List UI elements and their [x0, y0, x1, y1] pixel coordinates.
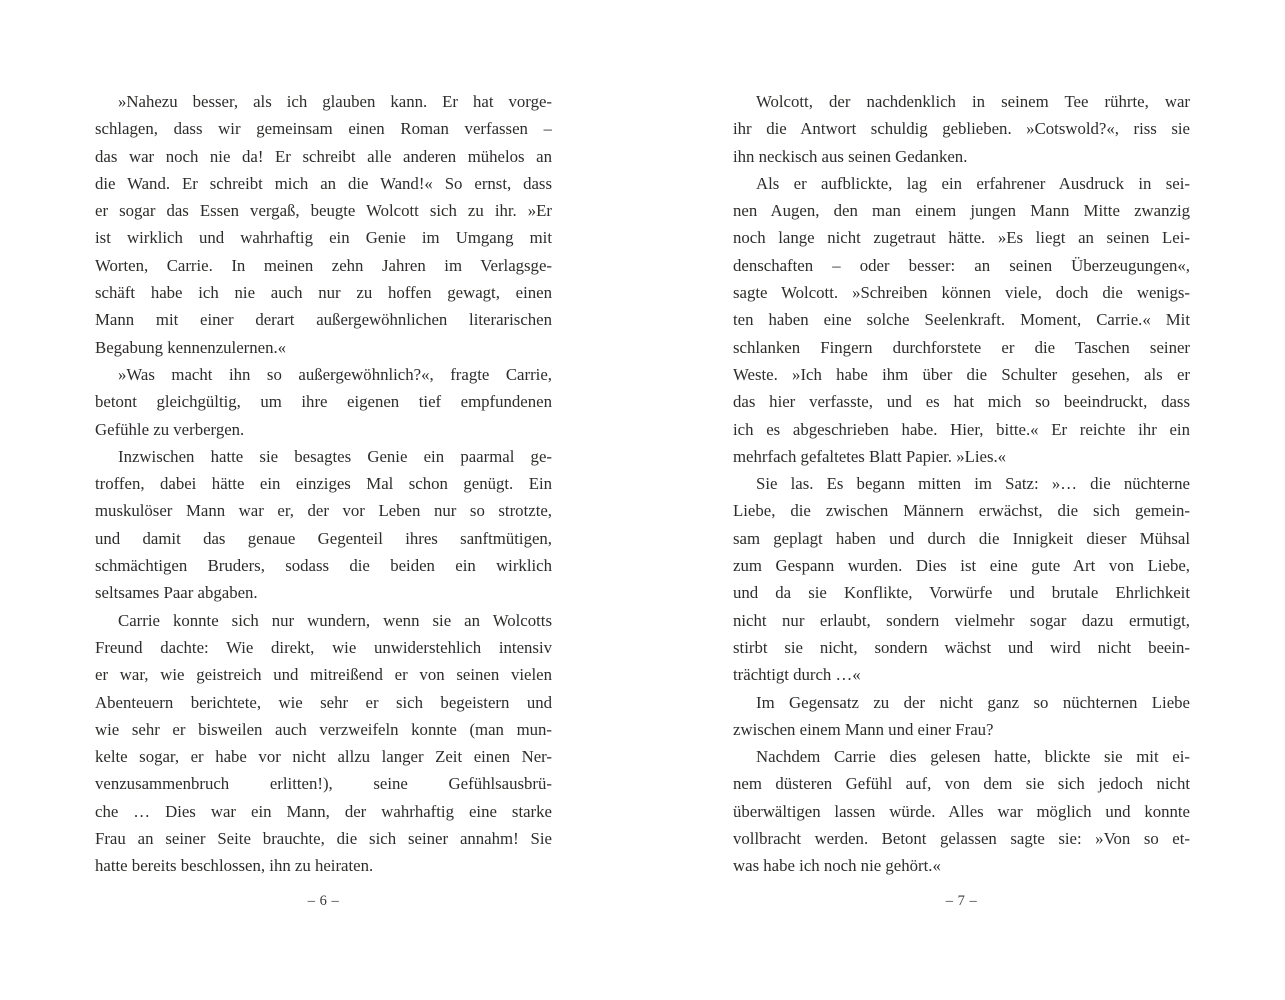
paragraph [733, 743, 1190, 879]
text-line: stirbt sie nicht, sondern wächst und wird nicht beein- [733, 637, 1190, 657]
text-line: Nachdem Carrie dies gelesen hatte, blickte sie mit ei- [756, 747, 1190, 767]
text-line: kelte sogar, er habe vor nicht allzu langer Zeit einen Ner- [95, 747, 552, 767]
text-line: schmächtigen Bruders, sodass die beiden ein wirklich [95, 556, 552, 576]
text-line: Als er aufblickte, lag ein erfahrener Ausdruck in sei- [756, 173, 1190, 193]
text-line: nicht nur erlaubt, sondern vielmehr sogar dazu ermutigt, [733, 610, 1190, 630]
text-line: ihn neckisch aus seinen Gedanken. [733, 146, 968, 166]
text-line: denschaften – oder besser: an seinen Überzeugungen«, [733, 255, 1190, 275]
text-line: Wolcott, der nachdenklich in seinem Tee rührte, war [756, 92, 1190, 111]
text-line: er sogar das Essen vergaß, beugte Wolcott sich zu ihr. »Er [95, 201, 552, 221]
text-line: Inzwischen hatte sie besagtes Genie ein paarmal ge- [118, 446, 552, 466]
text-line: Freund dachte: Wie direkt, wie unwiderstehlich intensiv [95, 637, 552, 657]
text-line: und damit das genaue Gegenteil ihres sanftmütigen, [95, 528, 552, 548]
text-line: nem düsteren Gefühl auf, von dem sie sich jedoch nicht [733, 774, 1190, 794]
text-line: Abenteuern berichtete, wie sehr er sich begeistern und [95, 692, 552, 712]
text-line: zwischen einem Mann und einer Frau? [733, 719, 994, 739]
text-line: vollbracht werden. Betont gelassen sagte sie: »Von so et- [733, 829, 1190, 849]
page-text [733, 88, 1190, 880]
text-line: sam geplagt haben und durch die Innigkeit dieser Mühsal [733, 528, 1190, 548]
page-left [95, 88, 552, 910]
text-line: venzusammenbruch erlitten!), seine Gefühlsausbrü- [95, 774, 552, 794]
page-right [733, 88, 1190, 910]
text-line: Sie las. Es begann mitten im Satz: »… die nüchterne [756, 474, 1190, 494]
text-line: schäft habe ich nie auch nur zu hoffen gewagt, einen [95, 283, 552, 303]
text-line: Carrie konnte sich nur wundern, wenn sie an Wolcotts [118, 610, 552, 630]
text-line: muskulöser Mann war er, der vor Leben nur so strotzte, [95, 501, 552, 521]
text-line: das hier verfasste, und es hat mich so beeindruckt, dass [733, 392, 1190, 412]
text-line: seltsames Paar abgaben. [95, 583, 258, 603]
text-line: troffen, dabei hätte ein einziges Mal schon genügt. Ein [95, 474, 552, 494]
text-line: Weste. »Ich habe ihm über die Schulter gesehen, als er [733, 364, 1190, 384]
text-line: ist wirklich und wahrhaftig ein Genie im Umgang mit [95, 228, 552, 248]
text-line: schlagen, dass wir gemeinsam einen Roman verfassen – [95, 119, 552, 139]
page-number: – 6 – [307, 892, 340, 909]
text-line: sagte Wolcott. »Schreiben können viele, doch die wenigs- [733, 283, 1190, 303]
text-line: schlanken Fingern durchforstete er die Taschen seiner [733, 337, 1190, 357]
text-line: hatte bereits beschlossen, ihn zu heiraten. [95, 856, 374, 876]
paragraph [95, 607, 552, 880]
text-line: mehrfach gefaltetes Blatt Papier. »Lies.« [733, 446, 1007, 466]
text-line: ihr die Antwort schuldig geblieben. »Cotswold?«, riss sie [733, 119, 1190, 139]
text-line: Gefühle zu verbergen. [95, 419, 245, 439]
paragraph [733, 88, 1190, 170]
paragraph [95, 88, 552, 361]
text-line: trächtigt durch …« [733, 665, 861, 685]
text-line: ten haben eine solche Seelenkraft. Moment, Carrie.« Mit [733, 310, 1190, 330]
text-line: zum Gespann wurden. Dies ist eine gute Art von Liebe, [733, 556, 1190, 576]
paragraph [95, 361, 552, 443]
text-line: »Was macht ihn so außergewöhnlich?«, fragte Carrie, [118, 364, 552, 384]
text-line: Im Gegensatz zu der nicht ganz so nüchternen Liebe [756, 692, 1190, 712]
text-line: Liebe, die zwischen Männern erwächst, die sich gemein- [733, 501, 1190, 521]
text-line: betont gleichgültig, um ihre eigenen tief empfundenen [95, 392, 552, 412]
text-line: ich es abgeschrieben habe. Hier, bitte.« Er reichte ihr ein [733, 419, 1190, 439]
text-line: che … Dies war ein Mann, der wahrhaftig eine starke [95, 801, 552, 821]
text-line: Worten, Carrie. In meinen zehn Jahren im Verlagsge- [95, 255, 552, 275]
text-line: wie sehr er bisweilen auch verzweifeln konnte (man mun- [95, 719, 552, 739]
text-line: das war noch nie da! Er schreibt alle anderen mühelos an [95, 146, 552, 166]
paragraph [95, 443, 552, 607]
text-line: überwältigen lassen würde. Alles war möglich und konnte [733, 801, 1190, 821]
text-line: noch lange nicht zugetraut hätte. »Es liegt an seinen Lei- [733, 228, 1190, 248]
text-line: und da sie Konflikte, Vorwürfe und brutale Ehrlichkeit [733, 583, 1190, 603]
text-line: Frau an seiner Seite brauchte, die sich seiner annahm! Sie [95, 829, 552, 849]
text-line: Begabung kennenzulernen.« [95, 337, 287, 357]
text-line: »Nahezu besser, als ich glauben kann. Er hat vorge- [118, 92, 552, 111]
text-line: die Wand. Er schreibt mich an die Wand!« So ernst, dass [95, 173, 552, 193]
text-line: nen Augen, den man einem jungen Mann Mitte zwanzig [733, 201, 1190, 221]
text-line: er war, wie geistreich und mitreißend er von seinen vielen [95, 665, 552, 685]
paragraph [733, 170, 1190, 470]
page-text [95, 88, 552, 880]
text-line: was habe ich noch nie gehört.« [733, 856, 941, 876]
text-line: Mann mit einer derart außergewöhnlichen literarischen [95, 310, 552, 330]
paragraph [733, 470, 1190, 688]
paragraph [733, 689, 1190, 744]
page-number: – 7 – [945, 892, 978, 909]
